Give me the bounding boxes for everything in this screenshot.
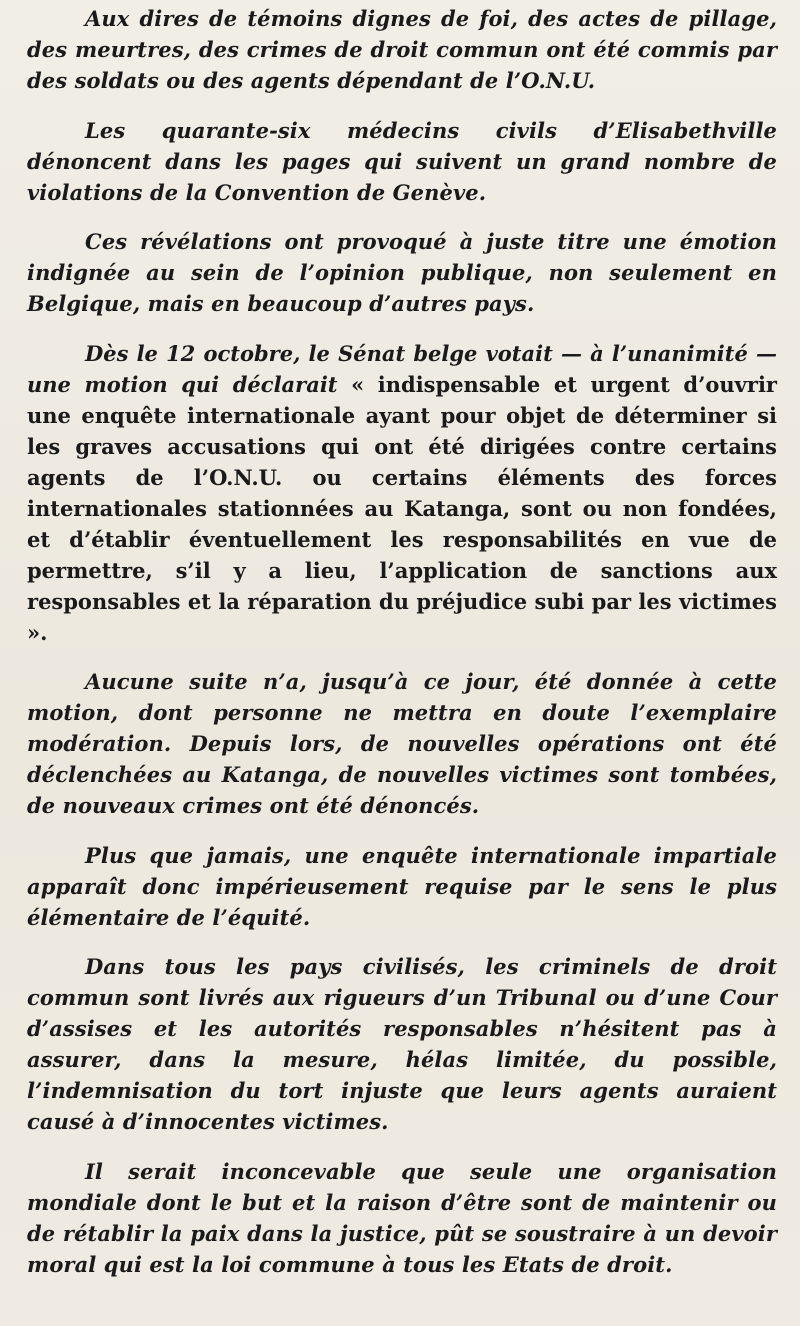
paragraph-senat-motion (27, 338, 777, 648)
senat-motion-intro: Dès le 12 octobre, le Sénat belge votait — à l’unanimité — une motion qui déclarait (27, 340, 777, 397)
paragraph-pays-civilises: Dans tous les pays civilisés, les criminels de droit commun sont livrés aux rigueurs d’un Tribunal ou d’une Cour d’assises et les autorités responsables n’hésitent pas à assurer, dans la mesure, hélas limitée, du possible, l’indemnisation du tort injuste que leurs agents auraient causé à d’innocentes victimes. (27, 954, 777, 1134)
paragraph-aucune-suite: Aucune suite n’a, jusqu’à ce jour, été donnée à cette motion, dont personne ne mettra en doute l’exemplaire modération. Depuis lors, de nouvelles opérations ont été déclenchées au Katanga, de nouvelles victimes sont tombées, de nouveaux crimes ont été dénoncés. (27, 669, 777, 818)
senat-motion-quote: « indispensable et urgent d’ouvrir une enquête internationale ayant pour objet de déterminer si les graves accusations qui ont été dirigées contre certains agents de l’O.N.U. ou certains éléments des forces internationales stationnées au Katanga, sont ou non fondées, et d’établir éventuellement les responsabilités en vue de permettre, s’il y a lieu, l’application de sanctions aux responsables et la réparation du préjudice subi par les victimes ». (27, 371, 777, 645)
paragraph-medecins: Les quarante-six médecins civils d’Elisabethville dénoncent dans les pages qui suivent un grand nombre de violations de la Convention de Genève. (27, 117, 777, 205)
document-body (27, 3, 777, 1298)
paragraph-pillage: Aux dires de témoins dignes de foi, des actes de pillage, des meurtres, des crimes de droit commun ont été commis par des soldats ou des agents dépendant de l’O.N.U. (27, 6, 777, 93)
paragraph-enquete: Plus que jamais, une enquête internationale impartiale apparaît donc impérieusement requise par le sens le plus élémentaire de l’équité. (27, 842, 777, 930)
paragraph-revelations: Ces révélations ont provoqué à juste titre une émotion indignée au sein de l’opinion publique, non seulement en Belgique, mais en beaucoup d’autres pays. (27, 229, 777, 316)
paragraph-organisation-mondiale: Il serait inconcevable que seule une organisation mondiale dont le but et la raison d’être sont de maintenir ou de rétablir la paix dans la justice, pût se soustraire à un devoir moral qui est la loi commune à tous les Etats de droit. (27, 1158, 777, 1277)
